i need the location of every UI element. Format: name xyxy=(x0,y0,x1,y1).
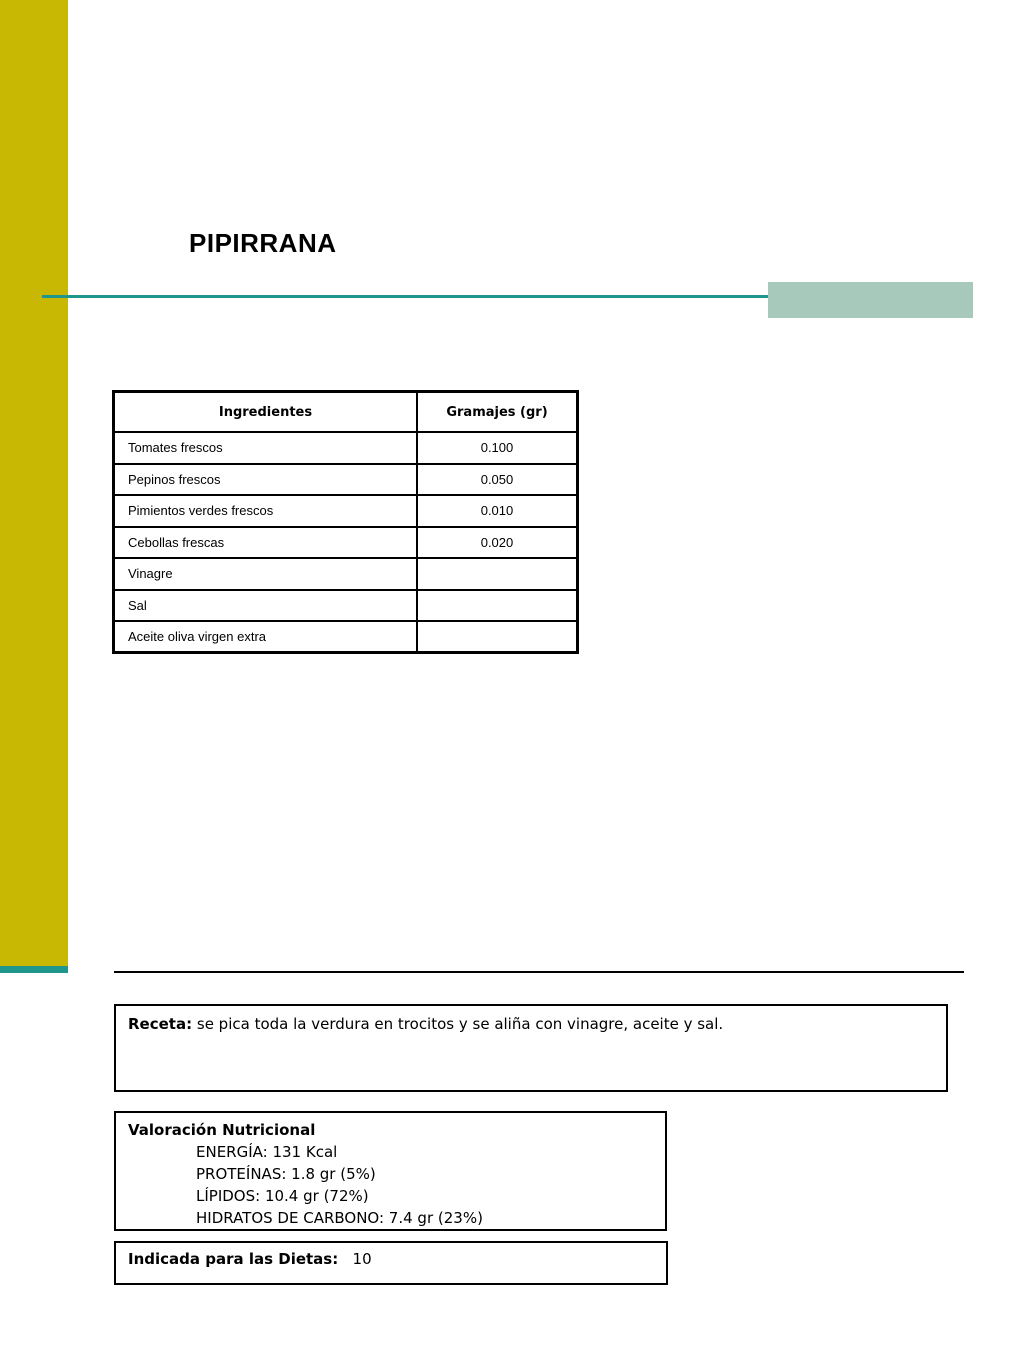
ingredient-amount: 0.020 xyxy=(417,527,576,559)
ingredient-amount xyxy=(417,621,576,651)
table-row xyxy=(115,432,576,464)
ingredient-amount xyxy=(417,558,576,590)
section-divider xyxy=(114,971,964,973)
ingredients-table xyxy=(112,390,579,654)
ingredient-amount: 0.010 xyxy=(417,495,576,527)
table-header-row xyxy=(115,393,576,432)
table-row xyxy=(115,621,576,651)
page-title: PIPIRRANA xyxy=(189,228,337,258)
ingredient-amount xyxy=(417,590,576,622)
diets-value: 10 xyxy=(352,1250,372,1268)
ingredient-name: Tomates frescos xyxy=(115,432,417,464)
recipe-label: Receta: xyxy=(128,1015,193,1033)
nutrient-protein: PROTEÍNAS: 1.8 gr (5%) xyxy=(196,1165,376,1183)
diets-box xyxy=(114,1241,668,1285)
nutrient-carbohydrates: HIDRATOS DE CARBONO: 7.4 gr (23%) xyxy=(196,1209,483,1227)
side-bar xyxy=(0,0,68,968)
ingredient-name: Pimientos verdes frescos xyxy=(115,495,417,527)
column-header-ingredients: Ingredientes xyxy=(115,393,417,432)
column-header-amount: Gramajes (gr) xyxy=(417,393,576,432)
nutrient-energy: ENERGÍA: 131 Kcal xyxy=(196,1143,338,1161)
side-bar-accent xyxy=(0,966,68,973)
table-row xyxy=(115,558,576,590)
nutrition-box xyxy=(114,1111,667,1231)
table-row xyxy=(115,495,576,527)
ingredient-amount: 0.050 xyxy=(417,464,576,496)
ingredient-name: Vinagre xyxy=(115,558,417,590)
ingredient-amount: 0.100 xyxy=(417,432,576,464)
ingredient-name: Sal xyxy=(115,590,417,622)
table-row xyxy=(115,527,576,559)
nutrition-heading: Valoración Nutricional xyxy=(128,1121,316,1139)
table-row xyxy=(115,464,576,496)
ingredient-name: Aceite oliva virgen extra xyxy=(115,621,417,651)
recipe-box xyxy=(114,1004,948,1092)
table-row xyxy=(115,590,576,622)
ingredient-name: Cebollas frescas xyxy=(115,527,417,559)
ingredient-name: Pepinos frescos xyxy=(115,464,417,496)
nutrient-lipids: LÍPIDOS: 10.4 gr (72%) xyxy=(196,1187,369,1205)
recipe-text: se pica toda la verdura en trocitos y se aliña con vinagre, aceite y sal. xyxy=(196,1015,724,1033)
title-accent-block xyxy=(768,282,973,318)
diets-label: Indicada para las Dietas: xyxy=(128,1250,339,1268)
